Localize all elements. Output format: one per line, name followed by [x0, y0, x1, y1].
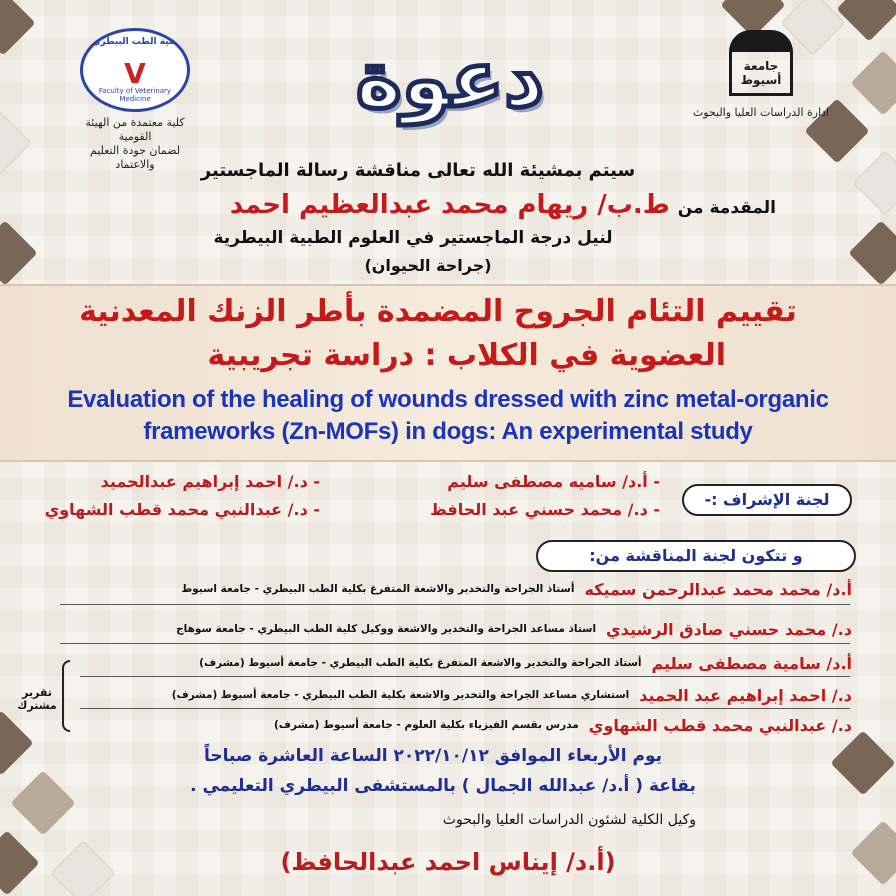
committee-member-5 — [80, 712, 852, 738]
member-title: استاذ مساعد الجراحة والتخدير والاشعة ووكيل كلية الطب البيطري - جامعة سوهاج — [176, 623, 597, 635]
decor-tile — [0, 0, 36, 56]
specialty-line: (جراحة الحيوان) — [364, 256, 492, 275]
member-title: أستاذ الجراحة والتخدير والاشعة المتفرغ بكلية الطب البيطري - جامعة اسيوط — [181, 583, 575, 595]
member-title: أستاذ الجراحة والتخدير والاشعة المتفرغ بكلية الطب البيطري - جامعة أسيوط (مشرف) — [199, 657, 642, 669]
candidate-name: ط.ب/ ريهام محمد عبدالعظيم احمد — [229, 190, 670, 220]
supervisor-3: - د./ محمد حسني عبد الحافظ — [430, 500, 660, 519]
university-logo — [686, 30, 836, 119]
supervisor-1: - أ.د/ ساميه مصطفى سليم — [447, 472, 660, 491]
committee-member-3 — [80, 650, 852, 676]
joint-report-bracket — [62, 660, 70, 732]
decor-tile — [836, 0, 896, 42]
presented-prefix: المقدمة من — [677, 198, 776, 218]
member-name: أ.د/ سامية مصطفى سليم — [651, 653, 852, 673]
signatory-name: (أ.د/ إيناس احمد عبدالحافظ) — [280, 848, 616, 876]
event-date: يوم الأربعاء الموافق ٢٠٢٢/١٠/١٢ الساعة العاشرة صباحاً — [203, 746, 663, 766]
member-name: د./ محمد حسني صادق الرشيدي — [606, 619, 852, 639]
university-emblem-icon: جامعة أسيوط — [729, 30, 793, 100]
member-title: مدرس بقسم الفيزياء بكلية العلوم - جامعة أسيوط (مشرف) — [273, 719, 579, 731]
divider — [60, 643, 850, 644]
committee-label: و تتكون لجنة المناقشة من: — [536, 540, 856, 572]
member-name: د./ احمد إبراهيم عبد الحميد — [639, 685, 852, 705]
intro-line: سيتم بمشيئة الله تعالى مناقشة رسالة الماجستير — [200, 160, 636, 181]
member-name: د./ عبدالنبي محمد قطب الشهاوي — [588, 715, 852, 735]
decor-tile — [850, 50, 896, 115]
event-venue: بقاعة ( أ.د/ عبدالله الجمال ) بالمستشفى البيطري التعليمي . — [190, 776, 696, 796]
faculty-emblem-icon: كلية الطب البيطري V Faculty of Veterinary Medicine — [80, 28, 190, 112]
thesis-title-ar-2: العضوية في الكلاب : دراسة تجريبية — [207, 338, 726, 373]
accreditation-caption: كلية معتمدة من الهيئة القومية لضمان جودة التعليم والاعتماد — [85, 116, 185, 171]
member-title: استشاري مساعد الجراحة والتخدير والاشعة بكلية الطب البيطري - جامعة أسيوط (مشرف) — [171, 689, 630, 701]
invitation-title: دعوة — [355, 35, 545, 125]
committee-member-1 — [60, 576, 852, 602]
supervision-label: لجنة الإشراف :- — [682, 484, 852, 516]
supervisor-2: - د./ احمد إبراهيم عبدالحميد — [100, 472, 320, 491]
member-name: أ.د/ محمد محمد عبدالرحمن سميكه — [584, 579, 852, 599]
joint-report-note: تقرير مشترك — [17, 686, 57, 712]
signatory-title: وكيل الكلية لشئون الدراسات العليا والبحوث — [442, 812, 696, 828]
department-caption: ادارة الدراسات العليا والبحوث — [692, 106, 830, 119]
divider — [60, 604, 850, 605]
committee-member-2 — [60, 616, 852, 642]
degree-line: لنيل درجة الماجستير في العلوم الطبية البيطرية — [213, 228, 613, 248]
thesis-title-en-2: frameworks (Zn-MOFs) in dogs: An experimental study — [143, 418, 753, 445]
committee-member-4 — [80, 682, 852, 708]
divider — [80, 676, 850, 677]
supervisor-4: - د./ عبدالنبي محمد قطب الشهاوي — [44, 500, 320, 519]
presented-line — [230, 190, 776, 220]
divider — [80, 708, 850, 709]
thesis-title-ar-1: تقييم التئام الجروح المضمدة بأطر الزنك المعدنية — [79, 294, 797, 329]
thesis-title-en-1: Evaluation of the healing of wounds dressed with zinc metal-organic — [67, 386, 829, 413]
faculty-logo — [70, 28, 200, 172]
